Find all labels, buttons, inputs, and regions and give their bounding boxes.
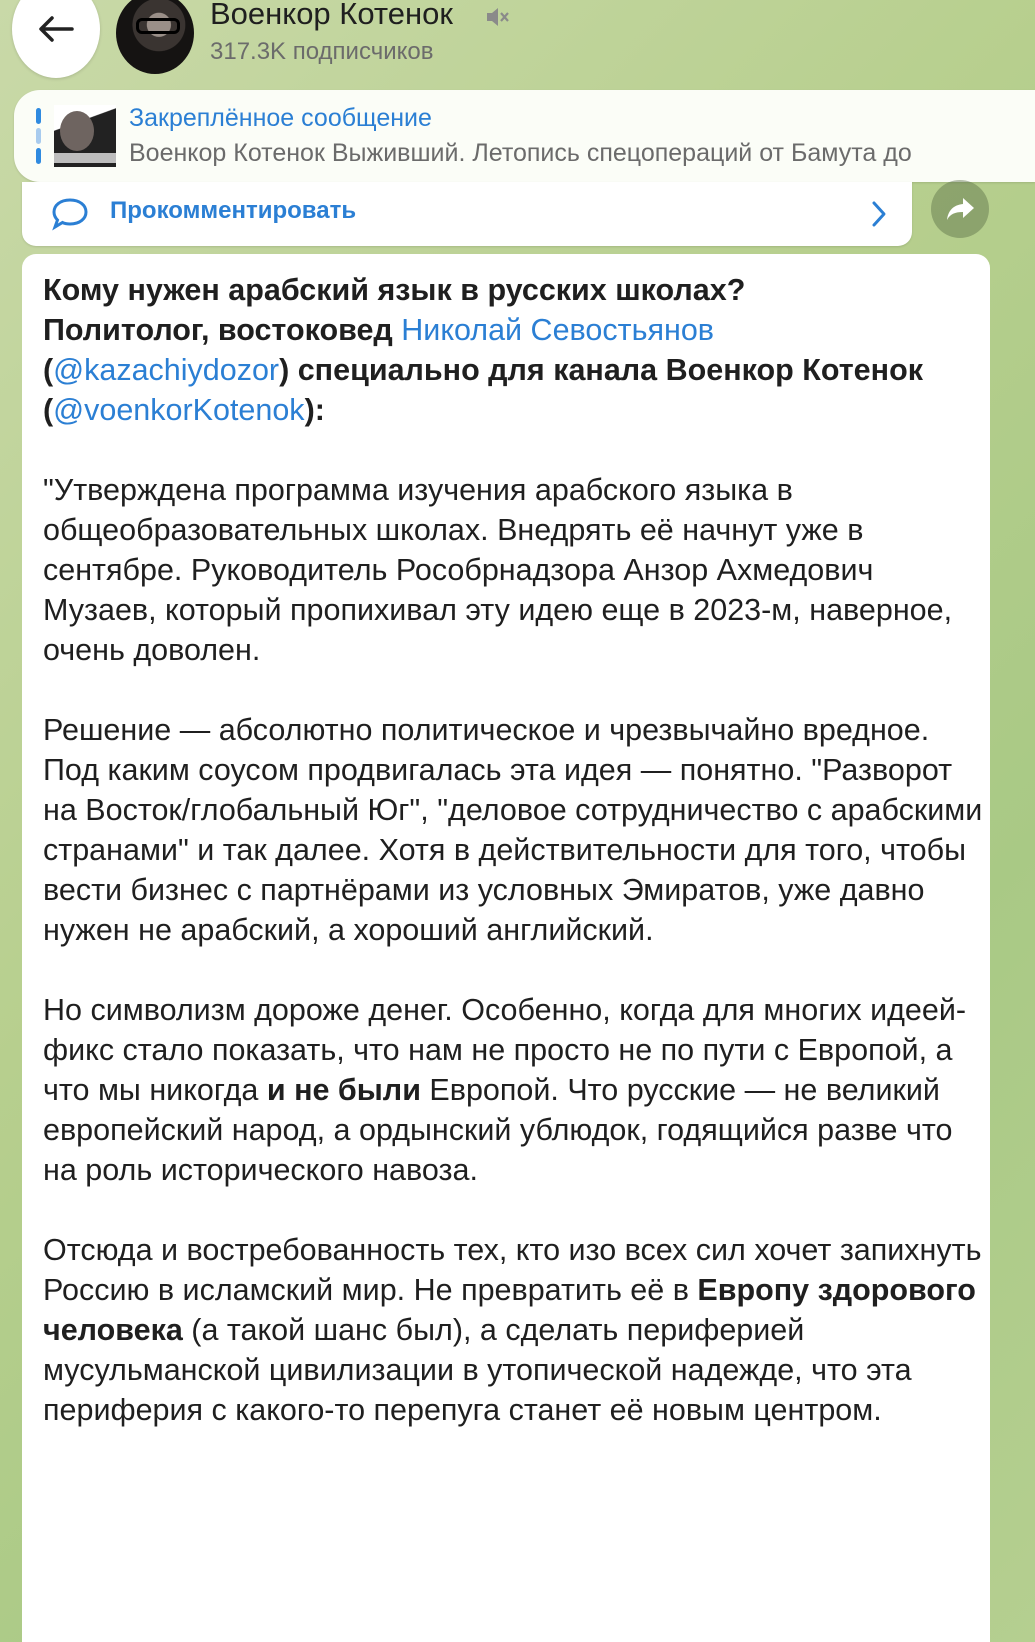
mute-icon [484, 4, 510, 30]
pinned-indicator [36, 108, 42, 164]
post-paragraph [43, 1230, 983, 1430]
comment-label: Прокомментировать [110, 197, 357, 224]
post-intro-text: ( [43, 353, 54, 387]
subscriber-count: 317.3K подписчиков [210, 38, 434, 65]
post-paragraph: "Утверждена программа изучения арабского языка в общеобразовательных школах. Внедрять её начнут уже в сентябре. Руководитель Рособрнадзора Анзор Ахмедович Музаев, который пропихивал эту идею еще в 2023-м, наверное, очень доволен. [43, 473, 953, 667]
post-body [43, 270, 983, 1470]
text-run: Европой. Что русские — не великий европейский народ, а ордынский ублюдок, годящийся разве что на роль исторического навоза. [43, 1073, 953, 1187]
pinned-message-bar[interactable] [14, 90, 1035, 182]
text-run: Отсюда и востребованность тех, кто изо всех сил хочет запихнуть Россию в исламский мир. Не превратить её в [43, 1233, 982, 1307]
arrow-left-icon [36, 14, 76, 44]
pinned-text: Военкор Котенок Выживший. Летопись спецопераций от Бамута до [129, 139, 912, 167]
mention-link[interactable]: @kazachiydozor [53, 353, 280, 387]
bold-text: и не были [266, 1073, 421, 1107]
pinned-thumbnail [54, 105, 116, 167]
text-run: (а такой шанс был), а сделать периферией мусульманской цивилизации в утопической надежде, что эта периферия с какого-то перепуга станет её новым центром. [43, 1313, 912, 1427]
chat-header [0, 0, 1035, 80]
post-paragraph [43, 990, 983, 1190]
post-intro [43, 270, 983, 430]
post-intro-text: Политолог, востоковед [43, 313, 402, 347]
post-paragraph: Решение — абсолютно политическое и чрезвычайно вредное. Под каким соусом продвигалась эта идея — понятно. "Разворот на Восток/глобальный Юг", "деловое сотрудничество с арабскими странами" и так далее. Хотя в действительности для того, чтобы вести бизнес с партнёрами из условных Эмиратов, уже давно нужен не арабский, а хороший английский. [43, 713, 983, 947]
share-button[interactable] [931, 180, 989, 238]
chevron-right-icon [870, 200, 888, 228]
post-question: Кому нужен арабский язык в русских школах? [43, 273, 746, 307]
bold-text: Европу здорового человека [43, 1273, 976, 1347]
channel-title[interactable]: Военкор Котенок [210, 0, 453, 31]
author-link[interactable]: Николай Севостьянов [401, 313, 715, 347]
post-intro-text: ) специально для канала Военкор Котенок ( [43, 353, 923, 427]
comment-button[interactable] [22, 182, 912, 246]
post-intro-text: ): [304, 393, 325, 427]
comment-bubble-icon [50, 196, 90, 232]
channel-post [22, 254, 990, 1642]
text-run: Но символизм дороже денег. Особенно, когда для многих идеей-фикс стало показать, что нам не просто не по пути с Европой, а что мы никогда [43, 993, 967, 1107]
share-arrow-icon [946, 196, 976, 222]
pinned-label: Закреплённое сообщение [129, 104, 432, 132]
back-button[interactable] [12, 0, 100, 78]
mention-link[interactable]: @voenkorKotenok [53, 393, 305, 427]
channel-avatar[interactable] [116, 0, 194, 74]
